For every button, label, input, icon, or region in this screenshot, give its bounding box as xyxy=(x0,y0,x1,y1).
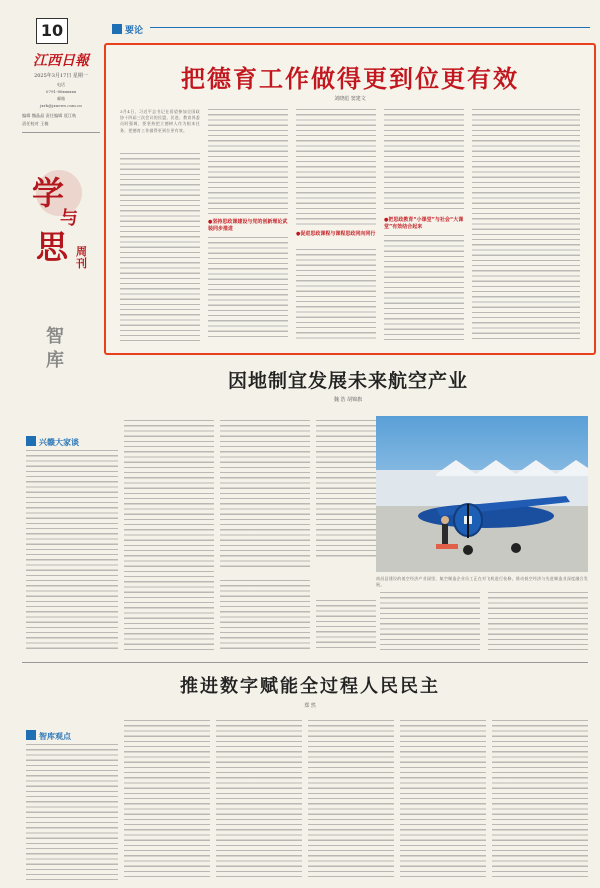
section-header-rule xyxy=(150,27,590,28)
page-number: 10 xyxy=(36,18,68,44)
mid-headline: 因地制宜发展未来航空产业 xyxy=(227,370,468,392)
brand-seal xyxy=(26,160,96,300)
mid-column-header xyxy=(26,430,126,449)
top-byline: 刘晓彪 窦建文 xyxy=(334,96,366,102)
email-label: 邮箱 xyxy=(57,96,65,101)
email-address: jxrb@jxnews.com.cn xyxy=(40,103,82,108)
column-label: 兴赣大家谈 xyxy=(39,438,79,447)
issue-date: 2025年3月17日 星期一 xyxy=(34,73,88,79)
top-intro-text: 3月4日，习近平总书记在看望参加全国政协十四届三次会议的民盟、民进、教育界委员时强调，要坚持把立德树人作为根本任务，把德育工作做得更到位更有效。 xyxy=(120,109,200,133)
text-filler xyxy=(124,720,210,880)
sidebar-zhi: 智 xyxy=(46,326,64,347)
top-subhead-3: ●把思政教育“小课堂”与社会“大课堂”有效结合起来 xyxy=(384,217,464,230)
masthead-divider xyxy=(22,132,100,133)
brand-char-yu: 与 xyxy=(60,208,78,229)
text-filler xyxy=(384,109,464,213)
text-filler xyxy=(296,109,376,227)
column-label: 智库观点 xyxy=(39,732,71,741)
editors-line: 编辑 魏晶晶 责任编辑 聂江秋 xyxy=(22,113,77,118)
column-icon xyxy=(26,436,36,446)
aircraft-photo xyxy=(376,416,588,572)
text-filler xyxy=(492,720,588,880)
text-filler xyxy=(124,420,214,650)
text-filler xyxy=(120,153,200,341)
section-divider xyxy=(22,662,588,663)
text-filler xyxy=(26,744,118,880)
top-article-box xyxy=(104,43,596,355)
text-filler xyxy=(384,235,464,341)
text-filler xyxy=(296,249,376,341)
text-filler xyxy=(316,600,376,650)
section-header-top xyxy=(112,18,143,37)
text-filler xyxy=(220,580,310,650)
top-headline: 把德育工作做得更到位更有效 xyxy=(181,64,519,93)
contact-label: 电话 xyxy=(57,82,65,87)
weekly-label: 周刊 xyxy=(76,245,87,270)
text-filler xyxy=(208,237,288,341)
top-subhead-2: ●促进思政课程与课程思政同向同行 xyxy=(296,231,376,237)
section-label: 要论 xyxy=(125,26,144,36)
top-col-5 xyxy=(472,109,580,341)
text-filler xyxy=(208,109,288,215)
text-filler xyxy=(400,720,486,880)
mid-byline: 魏 浩 胡锦旗 xyxy=(333,397,363,403)
proofreader-line: 责任校对 王楠 xyxy=(22,121,49,126)
top-subhead-1: ●坚持思政课建设与党的创新理论武装同步推进 xyxy=(208,219,288,232)
top-col-1 xyxy=(120,109,200,341)
text-filler xyxy=(220,420,310,570)
aircraft-illustration xyxy=(376,416,588,572)
bottom-byline: 郑 然 xyxy=(304,703,316,709)
text-filler xyxy=(488,592,588,650)
sidebar-ku: 库 xyxy=(46,350,64,371)
text-filler xyxy=(472,109,580,341)
bottom-column-header xyxy=(26,724,126,743)
text-filler xyxy=(308,720,394,880)
section-icon xyxy=(112,24,122,34)
column-icon xyxy=(26,730,36,740)
text-filler xyxy=(316,420,376,560)
text-filler xyxy=(216,720,302,880)
brand-char-xue: 学 xyxy=(32,174,65,212)
top-col-4 xyxy=(384,109,464,341)
text-filler xyxy=(380,592,480,650)
contact-phone: 0791-86xxxxxx xyxy=(45,89,77,94)
paper-name: 江西日報 xyxy=(33,53,89,69)
photo-caption: 南昌县建设的低空经济产业园里，航空制造企业员工正在对飞机进行检修，推动低空经济与先进制造业深度融合发展。 xyxy=(376,576,588,588)
bottom-headline: 推进数字赋能全过程人民民主 xyxy=(180,676,440,697)
top-col-3 xyxy=(296,109,376,341)
brand-char-si: 思 xyxy=(36,228,69,266)
top-col-2 xyxy=(208,109,288,341)
text-filler xyxy=(26,450,118,650)
